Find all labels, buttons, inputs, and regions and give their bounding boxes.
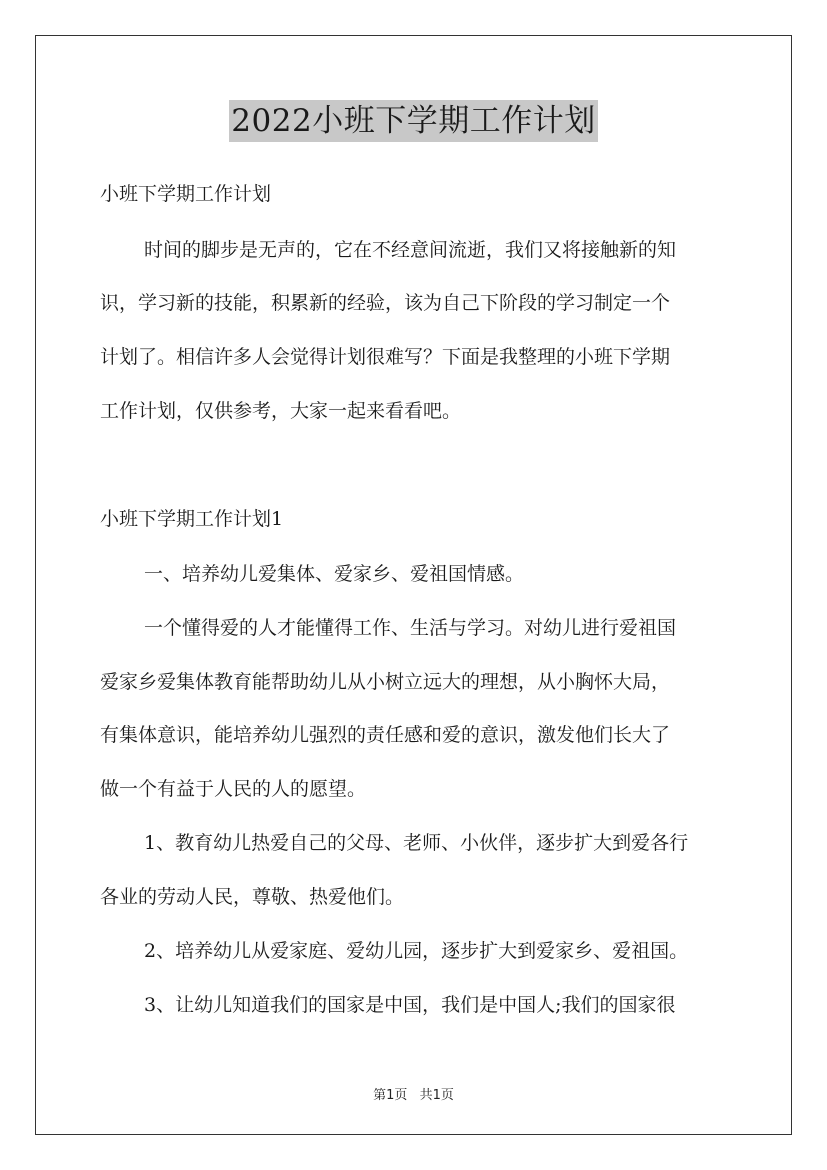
body-line: 做一个有益于人民的人的愿望。 (100, 778, 367, 800)
document-title-text: 2022小班下学期工作计划 (229, 100, 597, 142)
body-line: 2、培养幼儿从爱家庭、爱幼儿园，逐步扩大到爱家乡、爱祖国。 (144, 940, 689, 962)
body-line: 计划了。相信许多人会觉得计划很难写？下面是我整理的小班下学期 (100, 346, 671, 368)
body-line: 工作计划，仅供参考，大家一起来看看吧。 (100, 400, 462, 422)
body-line: 爱家乡爱集体教育能帮助幼儿从小树立远大的理想，从小胸怀大局， (100, 671, 671, 693)
body-line: 1、教育幼儿热爱自己的父母、老师、小伙伴，逐步扩大到爱各行 (144, 832, 689, 854)
body-line: 一、培养幼儿爱集体、爱家乡、爱祖国情感。 (144, 563, 525, 585)
body-line: 3、让幼儿知道我们的国家是中国，我们是中国人;我们的国家很 (144, 994, 676, 1016)
page-number: 第1页 (373, 1088, 408, 1103)
body-line: 小班下学期工作计划 (100, 183, 272, 205)
body-line: 各业的劳动人民，尊敬、热爱他们。 (100, 886, 405, 908)
page-footer (0, 1084, 827, 1103)
body-line: 小班下学期工作计划1 (100, 508, 284, 530)
body-line: 识，学习新的技能，积累新的经验，该为自己下阶段的学习制定一个 (100, 292, 671, 314)
page-total: 共1页 (419, 1088, 454, 1103)
body-line: 时间的脚步是无声的，它在不经意间流逝，我们又将接触新的知 (144, 239, 677, 261)
body-line: 一个懂得爱的人才能懂得工作、生活与学习。对幼儿进行爱祖国 (144, 617, 677, 639)
body-line: 有集体意识，能培养幼儿强烈的责任感和爱的意识，激发他们长大了 (100, 724, 671, 746)
document-title (0, 100, 827, 142)
